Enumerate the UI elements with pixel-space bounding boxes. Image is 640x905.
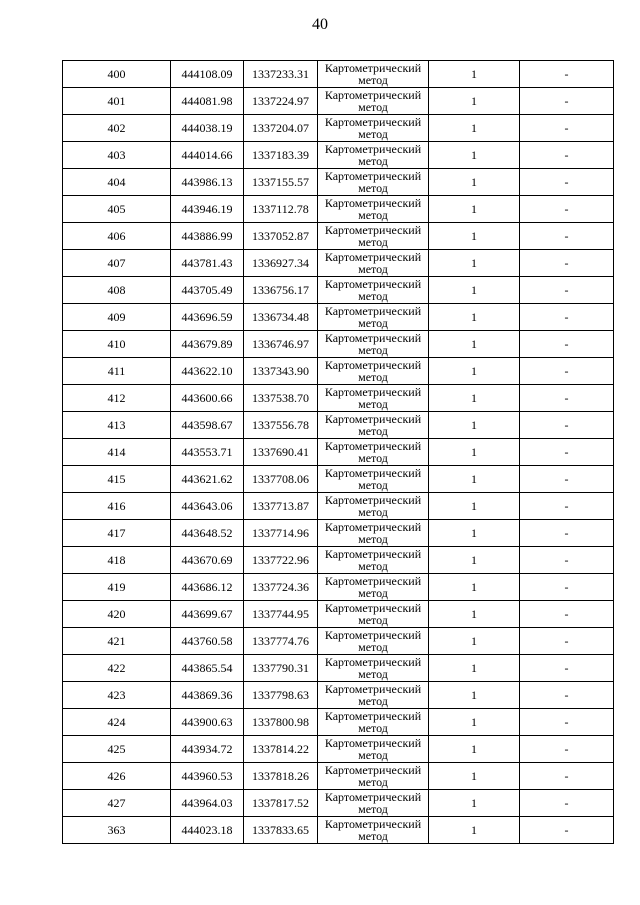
method-cell: [318, 790, 429, 817]
method-line-1: Картометрический: [324, 412, 422, 426]
note-cell: -: [520, 250, 614, 277]
note-cell: -: [520, 412, 614, 439]
method-cell: [318, 304, 429, 331]
point-number-cell: 410: [63, 331, 171, 358]
accuracy-cell: 1: [429, 61, 520, 88]
x-coordinate-cell: 443598.67: [171, 412, 244, 439]
accuracy-cell: 1: [429, 223, 520, 250]
y-coordinate-cell: 1337814.22: [244, 736, 318, 763]
x-coordinate-cell: 443946.19: [171, 196, 244, 223]
point-number-cell: 427: [63, 790, 171, 817]
note-cell: -: [520, 601, 614, 628]
method-line-2: метод: [358, 640, 388, 654]
accuracy-cell: 1: [429, 520, 520, 547]
x-coordinate-cell: 443960.53: [171, 763, 244, 790]
method-line-1: Картометрический: [324, 817, 422, 831]
method-cell: [318, 601, 429, 628]
method-cell: [318, 88, 429, 115]
accuracy-cell: 1: [429, 655, 520, 682]
x-coordinate-cell: 443600.66: [171, 385, 244, 412]
method-cell: [318, 466, 429, 493]
x-coordinate-cell: 443760.58: [171, 628, 244, 655]
accuracy-cell: 1: [429, 196, 520, 223]
note-cell: -: [520, 628, 614, 655]
point-number-cell: 417: [63, 520, 171, 547]
table-row: [63, 196, 614, 223]
x-coordinate-cell: 444014.66: [171, 142, 244, 169]
accuracy-cell: 1: [429, 574, 520, 601]
method-line-2: метод: [358, 694, 388, 708]
method-line-2: метод: [358, 154, 388, 168]
point-number-cell: 414: [63, 439, 171, 466]
method-cell: [318, 277, 429, 304]
method-cell: [318, 763, 429, 790]
note-cell: -: [520, 358, 614, 385]
table-row: [63, 574, 614, 601]
table-row: [63, 277, 614, 304]
table-row: [63, 466, 614, 493]
accuracy-cell: 1: [429, 682, 520, 709]
accuracy-cell: 1: [429, 250, 520, 277]
method-line-1: Картометрический: [324, 61, 422, 75]
method-line-2: метод: [358, 613, 388, 627]
note-cell: -: [520, 439, 614, 466]
y-coordinate-cell: 1337690.41: [244, 439, 318, 466]
point-number-cell: 419: [63, 574, 171, 601]
point-number-cell: 418: [63, 547, 171, 574]
point-number-cell: 404: [63, 169, 171, 196]
point-number-cell: 421: [63, 628, 171, 655]
table-row: [63, 493, 614, 520]
x-coordinate-cell: 443986.13: [171, 169, 244, 196]
method-cell: [318, 412, 429, 439]
point-number-cell: 425: [63, 736, 171, 763]
accuracy-cell: 1: [429, 466, 520, 493]
point-number-cell: 424: [63, 709, 171, 736]
method-cell: [318, 574, 429, 601]
x-coordinate-cell: 443865.54: [171, 655, 244, 682]
method-cell: [318, 520, 429, 547]
accuracy-cell: 1: [429, 88, 520, 115]
accuracy-cell: 1: [429, 304, 520, 331]
method-line-2: метод: [358, 370, 388, 384]
method-line-2: метод: [358, 424, 388, 438]
y-coordinate-cell: 1337818.26: [244, 763, 318, 790]
x-coordinate-cell: 443621.62: [171, 466, 244, 493]
accuracy-cell: 1: [429, 385, 520, 412]
method-cell: [318, 142, 429, 169]
page-number: 40: [312, 16, 328, 33]
method-line-2: метод: [358, 559, 388, 573]
method-line-2: метод: [358, 343, 388, 357]
method-line-2: метод: [358, 829, 388, 843]
table-row: [63, 88, 614, 115]
note-cell: -: [520, 493, 614, 520]
method-cell: [318, 817, 429, 844]
accuracy-cell: 1: [429, 763, 520, 790]
accuracy-cell: 1: [429, 439, 520, 466]
x-coordinate-cell: 444038.19: [171, 115, 244, 142]
note-cell: -: [520, 682, 614, 709]
accuracy-cell: 1: [429, 628, 520, 655]
note-cell: -: [520, 385, 614, 412]
x-coordinate-cell: 443886.99: [171, 223, 244, 250]
table-row: [63, 736, 614, 763]
note-cell: -: [520, 142, 614, 169]
y-coordinate-cell: 1337833.65: [244, 817, 318, 844]
accuracy-cell: 1: [429, 277, 520, 304]
method-line-1: Картометрический: [324, 466, 422, 480]
method-line-2: метод: [358, 667, 388, 681]
y-coordinate-cell: 1337112.78: [244, 196, 318, 223]
y-coordinate-cell: 1337722.96: [244, 547, 318, 574]
y-coordinate-cell: 1337183.39: [244, 142, 318, 169]
x-coordinate-cell: 444108.09: [171, 61, 244, 88]
method-line-2: метод: [358, 289, 388, 303]
method-line-1: Картометрический: [324, 628, 422, 642]
table-row: [63, 142, 614, 169]
accuracy-cell: 1: [429, 115, 520, 142]
point-number-cell: 412: [63, 385, 171, 412]
note-cell: -: [520, 520, 614, 547]
x-coordinate-cell: 443648.52: [171, 520, 244, 547]
method-line-1: Картометрический: [324, 142, 422, 156]
accuracy-cell: 1: [429, 817, 520, 844]
table-row: [63, 655, 614, 682]
method-line-1: Картометрический: [324, 331, 422, 345]
x-coordinate-cell: 443670.69: [171, 547, 244, 574]
method-line-2: метод: [358, 451, 388, 465]
y-coordinate-cell: 1337233.31: [244, 61, 318, 88]
note-cell: -: [520, 736, 614, 763]
method-cell: [318, 439, 429, 466]
point-number-cell: 407: [63, 250, 171, 277]
point-number-cell: 406: [63, 223, 171, 250]
method-cell: [318, 196, 429, 223]
y-coordinate-cell: 1337708.06: [244, 466, 318, 493]
method-line-2: метод: [358, 748, 388, 762]
method-line-1: Картометрический: [324, 547, 422, 561]
method-line-2: метод: [358, 478, 388, 492]
table-row: [63, 61, 614, 88]
table-row: [63, 331, 614, 358]
x-coordinate-cell: 443553.71: [171, 439, 244, 466]
method-cell: [318, 331, 429, 358]
method-line-2: метод: [358, 505, 388, 519]
y-coordinate-cell: 1337714.96: [244, 520, 318, 547]
table-row: [63, 169, 614, 196]
table-row: [63, 790, 614, 817]
method-cell: [318, 250, 429, 277]
note-cell: -: [520, 817, 614, 844]
x-coordinate-cell: 443643.06: [171, 493, 244, 520]
y-coordinate-cell: 1336734.48: [244, 304, 318, 331]
y-coordinate-cell: 1337556.78: [244, 412, 318, 439]
accuracy-cell: 1: [429, 547, 520, 574]
method-line-1: Картометрический: [324, 169, 422, 183]
method-line-2: метод: [358, 208, 388, 222]
y-coordinate-cell: 1337798.63: [244, 682, 318, 709]
method-line-1: Картометрический: [324, 655, 422, 669]
x-coordinate-cell: 443900.63: [171, 709, 244, 736]
method-line-1: Картометрический: [324, 574, 422, 588]
method-cell: [318, 493, 429, 520]
method-cell: [318, 358, 429, 385]
y-coordinate-cell: 1336927.34: [244, 250, 318, 277]
method-line-1: Картометрический: [324, 790, 422, 804]
method-line-1: Картометрический: [324, 277, 422, 291]
x-coordinate-cell: 443686.12: [171, 574, 244, 601]
point-number-cell: 409: [63, 304, 171, 331]
method-cell: [318, 709, 429, 736]
method-line-2: метод: [358, 262, 388, 276]
y-coordinate-cell: 1337800.98: [244, 709, 318, 736]
method-cell: [318, 223, 429, 250]
method-cell: [318, 385, 429, 412]
method-line-1: Картометрический: [324, 520, 422, 534]
y-coordinate-cell: 1337744.95: [244, 601, 318, 628]
table-row: [63, 385, 614, 412]
point-number-cell: 363: [63, 817, 171, 844]
note-cell: -: [520, 466, 614, 493]
accuracy-cell: 1: [429, 412, 520, 439]
method-line-1: Картометрический: [324, 358, 422, 372]
y-coordinate-cell: 1337052.87: [244, 223, 318, 250]
point-number-cell: 420: [63, 601, 171, 628]
note-cell: -: [520, 304, 614, 331]
point-number-cell: 403: [63, 142, 171, 169]
x-coordinate-cell: 443869.36: [171, 682, 244, 709]
method-line-1: Картометрический: [324, 88, 422, 102]
table-row: [63, 709, 614, 736]
point-number-cell: 415: [63, 466, 171, 493]
y-coordinate-cell: 1337790.31: [244, 655, 318, 682]
y-coordinate-cell: 1337224.97: [244, 88, 318, 115]
method-line-1: Картометрический: [324, 601, 422, 615]
method-line-1: Картометрический: [324, 493, 422, 507]
accuracy-cell: 1: [429, 169, 520, 196]
coordinates-table: [62, 60, 614, 844]
method-line-2: метод: [358, 586, 388, 600]
method-line-1: Картометрический: [324, 304, 422, 318]
point-number-cell: 422: [63, 655, 171, 682]
method-line-1: Картометрический: [324, 682, 422, 696]
method-line-1: Картометрический: [324, 223, 422, 237]
table-row: [63, 358, 614, 385]
method-cell: [318, 736, 429, 763]
accuracy-cell: 1: [429, 331, 520, 358]
table-row: [63, 763, 614, 790]
y-coordinate-cell: 1336746.97: [244, 331, 318, 358]
method-cell: [318, 115, 429, 142]
table-row: [63, 115, 614, 142]
note-cell: -: [520, 223, 614, 250]
x-coordinate-cell: 443679.89: [171, 331, 244, 358]
table-row: [63, 520, 614, 547]
accuracy-cell: 1: [429, 142, 520, 169]
x-coordinate-cell: 443699.67: [171, 601, 244, 628]
accuracy-cell: 1: [429, 493, 520, 520]
x-coordinate-cell: 443622.10: [171, 358, 244, 385]
accuracy-cell: 1: [429, 736, 520, 763]
method-line-2: метод: [358, 721, 388, 735]
x-coordinate-cell: 444023.18: [171, 817, 244, 844]
point-number-cell: 405: [63, 196, 171, 223]
x-coordinate-cell: 443696.59: [171, 304, 244, 331]
y-coordinate-cell: 1337155.57: [244, 169, 318, 196]
table-row: [63, 304, 614, 331]
method-line-2: метод: [358, 802, 388, 816]
method-line-2: метод: [358, 181, 388, 195]
table-row: [63, 682, 614, 709]
note-cell: -: [520, 331, 614, 358]
table-row: [63, 223, 614, 250]
note-cell: -: [520, 61, 614, 88]
table-row: [63, 250, 614, 277]
accuracy-cell: 1: [429, 601, 520, 628]
coordinates-table-body: [63, 61, 614, 844]
point-number-cell: 400: [63, 61, 171, 88]
method-cell: [318, 628, 429, 655]
note-cell: -: [520, 169, 614, 196]
note-cell: -: [520, 277, 614, 304]
point-number-cell: 401: [63, 88, 171, 115]
method-line-2: метод: [358, 775, 388, 789]
method-cell: [318, 61, 429, 88]
table-row: [63, 547, 614, 574]
note-cell: -: [520, 196, 614, 223]
y-coordinate-cell: 1337538.70: [244, 385, 318, 412]
note-cell: -: [520, 790, 614, 817]
x-coordinate-cell: 443781.43: [171, 250, 244, 277]
method-line-1: Картометрический: [324, 385, 422, 399]
note-cell: -: [520, 655, 614, 682]
method-line-1: Картометрический: [324, 250, 422, 264]
x-coordinate-cell: 443964.03: [171, 790, 244, 817]
accuracy-cell: 1: [429, 358, 520, 385]
y-coordinate-cell: 1336756.17: [244, 277, 318, 304]
table-row: [63, 601, 614, 628]
accuracy-cell: 1: [429, 790, 520, 817]
note-cell: -: [520, 574, 614, 601]
method-line-1: Картометрический: [324, 115, 422, 129]
method-cell: [318, 682, 429, 709]
note-cell: -: [520, 115, 614, 142]
point-number-cell: 426: [63, 763, 171, 790]
method-cell: [318, 169, 429, 196]
point-number-cell: 423: [63, 682, 171, 709]
point-number-cell: 416: [63, 493, 171, 520]
point-number-cell: 402: [63, 115, 171, 142]
method-cell: [318, 655, 429, 682]
method-line-1: Картометрический: [324, 736, 422, 750]
method-line-1: Картометрический: [324, 709, 422, 723]
method-line-1: Картометрический: [324, 196, 422, 210]
y-coordinate-cell: 1337343.90: [244, 358, 318, 385]
note-cell: -: [520, 88, 614, 115]
y-coordinate-cell: 1337204.07: [244, 115, 318, 142]
method-line-1: Картометрический: [324, 763, 422, 777]
method-line-2: метод: [358, 235, 388, 249]
method-line-2: метод: [358, 397, 388, 411]
point-number-cell: 408: [63, 277, 171, 304]
point-number-cell: 413: [63, 412, 171, 439]
y-coordinate-cell: 1337774.76: [244, 628, 318, 655]
method-line-2: метод: [358, 532, 388, 546]
method-line-2: метод: [358, 127, 388, 141]
table-row: [63, 817, 614, 844]
note-cell: -: [520, 709, 614, 736]
x-coordinate-cell: 443934.72: [171, 736, 244, 763]
method-line-2: метод: [358, 100, 388, 114]
point-number-cell: 411: [63, 358, 171, 385]
y-coordinate-cell: 1337713.87: [244, 493, 318, 520]
accuracy-cell: 1: [429, 709, 520, 736]
y-coordinate-cell: 1337817.52: [244, 790, 318, 817]
y-coordinate-cell: 1337724.36: [244, 574, 318, 601]
method-line-1: Картометрический: [324, 439, 422, 453]
x-coordinate-cell: 444081.98: [171, 88, 244, 115]
note-cell: -: [520, 763, 614, 790]
method-line-2: метод: [358, 316, 388, 330]
method-cell: [318, 547, 429, 574]
table-row: [63, 412, 614, 439]
table-row: [63, 628, 614, 655]
x-coordinate-cell: 443705.49: [171, 277, 244, 304]
table-row: [63, 439, 614, 466]
note-cell: -: [520, 547, 614, 574]
method-line-2: метод: [358, 73, 388, 87]
